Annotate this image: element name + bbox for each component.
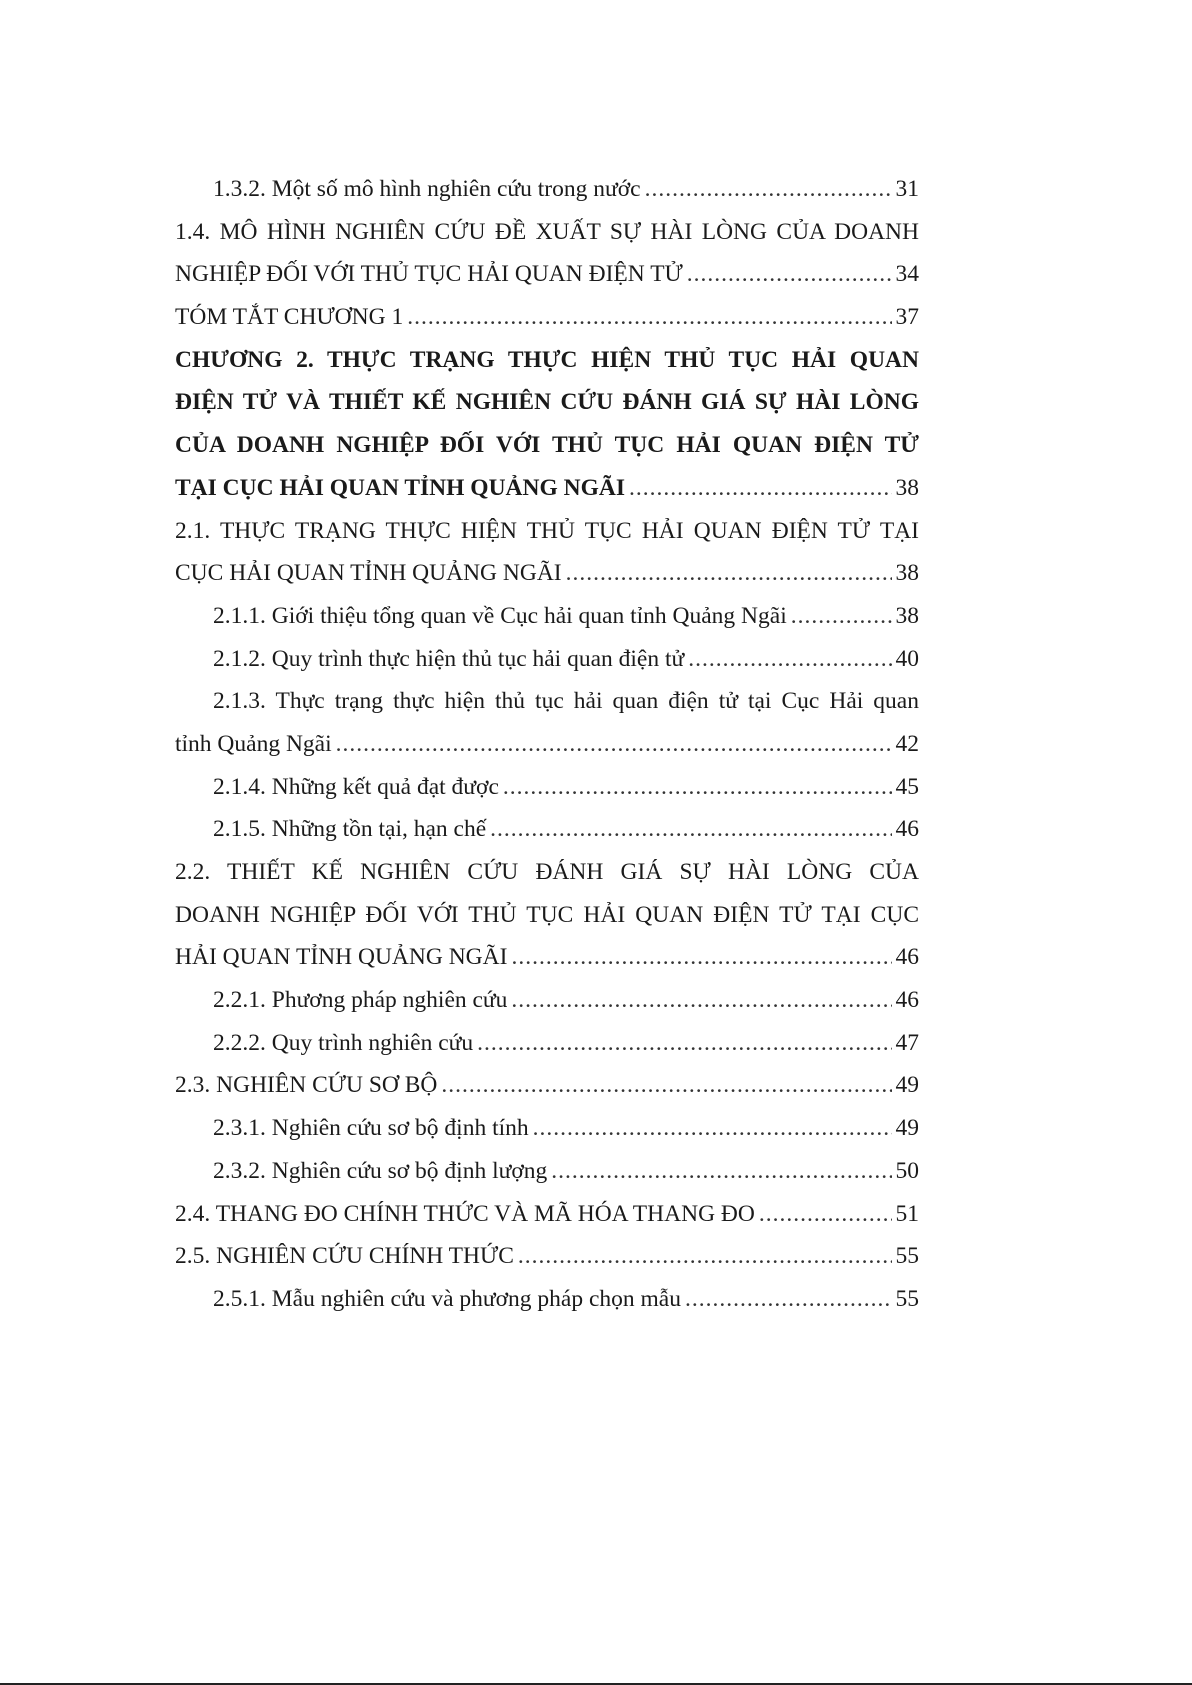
toc-entry <box>175 979 919 1022</box>
toc-entry-title: 1.4. MÔ HÌNH NGHIÊN CỨU ĐỀ XUẤT SỰ HÀI LÒNG CỦA DOANH <box>175 218 919 245</box>
toc-page-number: 45 <box>895 773 919 800</box>
toc-entry-title: 2.5.1. Mẫu nghiên cứu và phương pháp chọn mẫu <box>213 1285 681 1312</box>
toc-page-number: 55 <box>895 1285 919 1312</box>
toc-entry <box>175 638 919 681</box>
toc-entry <box>175 936 919 979</box>
toc-page-number: 38 <box>895 560 919 587</box>
toc-entry <box>175 595 919 638</box>
toc-page-number: 50 <box>895 1157 919 1184</box>
toc-page-number: 49 <box>895 1115 919 1142</box>
toc-page-number: 55 <box>895 1243 919 1270</box>
toc-chapter-heading <box>175 381 919 424</box>
leader-dots <box>688 638 891 681</box>
toc-chapter-heading <box>175 424 919 467</box>
leader-dots <box>503 766 892 809</box>
toc-entry <box>175 723 919 766</box>
leader-dots <box>759 1193 892 1236</box>
toc-entry-title: 2.1.3. Thực trạng thực hiện thủ tục hải quan điện tử tại Cục Hải quan <box>213 688 919 715</box>
toc-entry <box>175 680 919 723</box>
toc-entry-title: tỉnh Quảng Ngãi <box>175 730 332 757</box>
toc-entry-title: 2.3.1. Nghiên cứu sơ bộ định tính <box>213 1115 529 1142</box>
toc-page-number: 38 <box>895 474 919 501</box>
leader-dots <box>407 296 891 339</box>
leader-dots <box>791 595 892 638</box>
toc-entry-title: 2.2.2. Quy trình nghiên cứu <box>213 1029 474 1056</box>
toc-entry-title: 2.1.2. Quy trình thực hiện thủ tục hải quan điện tử <box>213 645 685 672</box>
toc-entry <box>175 894 919 937</box>
toc-entry-title: DOANH NGHIỆP ĐỐI VỚI THỦ TỤC HẢI QUAN ĐIỆN TỬ TẠI CỤC <box>175 901 919 928</box>
leader-dots <box>629 467 891 510</box>
toc-entry-title: 2.1. THỰC TRẠNG THỰC HIỆN THỦ TỤC HẢI QUAN ĐIỆN TỬ TẠI <box>175 517 919 544</box>
toc-entry <box>175 1107 919 1150</box>
toc-entry-title: 2.1.1. Giới thiệu tổng quan về Cục hải quan tỉnh Quảng Ngãi <box>213 602 787 629</box>
toc-entry <box>175 766 919 809</box>
toc-entry <box>175 211 919 254</box>
toc-entry <box>175 1278 919 1321</box>
toc-entry-title: 2.3.2. Nghiên cứu sơ bộ định lượng <box>213 1157 548 1184</box>
toc-page-number: 46 <box>895 944 919 971</box>
toc-page-number: 37 <box>895 304 919 331</box>
leader-dots <box>518 1235 892 1278</box>
leader-dots <box>336 723 892 766</box>
leader-dots <box>511 979 891 1022</box>
leader-dots <box>551 1150 891 1193</box>
leader-dots <box>490 808 891 851</box>
toc-entry-title: 2.1.5. Những tồn tại, hạn chế <box>213 816 487 843</box>
toc-entry <box>175 510 919 553</box>
toc-entry-title: NGHIỆP ĐỐI VỚI THỦ TỤC HẢI QUAN ĐIỆN TỬ <box>175 261 683 288</box>
toc-entry <box>175 1064 919 1107</box>
leader-dots <box>441 1064 891 1107</box>
toc-entry <box>175 808 919 851</box>
toc-page-number: 46 <box>895 987 919 1014</box>
toc-page-number: 38 <box>895 602 919 629</box>
toc-chapter-heading <box>175 467 919 510</box>
toc-entry <box>175 1235 919 1278</box>
toc-entry-title: 1.3.2. Một số mô hình nghiên cứu trong nước <box>213 176 641 202</box>
toc-entry-title: CỦA DOANH NGHIỆP ĐỐI VỚI THỦ TỤC HẢI QUAN ĐIỆN TỬ <box>175 432 919 459</box>
toc-entry-title: TẠI CỤC HẢI QUAN TỈNH QUẢNG NGÃI <box>175 474 626 501</box>
toc-page-number: 31 <box>895 176 919 202</box>
toc-entry <box>175 253 919 296</box>
toc-entry-title: 2.5. NGHIÊN CỨU CHÍNH THỨC <box>175 1243 514 1270</box>
leader-dots <box>685 1278 892 1321</box>
toc-chapter-heading <box>175 339 919 382</box>
toc-page-number: 49 <box>895 1072 919 1099</box>
toc-entry-title: TÓM TẮT CHƯƠNG 1 <box>175 304 404 331</box>
toc-entry-title: CHƯƠNG 2. THỰC TRẠNG THỰC HIỆN THỦ TỤC HẢI QUAN <box>175 346 919 373</box>
toc-entry-title: 2.1.4. Những kết quả đạt được <box>213 773 499 800</box>
toc-page-number: 34 <box>895 261 919 288</box>
toc-entry-title: ĐIỆN TỬ VÀ THIẾT KẾ NGHIÊN CỨU ĐÁNH GIÁ SỰ HÀI LÒNG <box>175 389 919 416</box>
toc-entry-title: 2.2.1. Phương pháp nghiên cứu <box>213 987 508 1014</box>
toc-page-number: 51 <box>895 1200 919 1227</box>
leader-dots <box>645 168 892 211</box>
toc-entry-title: 2.4. THANG ĐO CHÍNH THỨC VÀ MÃ HÓA THANG ĐO <box>175 1200 755 1227</box>
toc-page-number: 40 <box>895 645 919 672</box>
toc-page-number: 46 <box>895 816 919 843</box>
toc-entry <box>175 1022 919 1065</box>
toc-entry <box>175 168 919 211</box>
leader-dots <box>533 1107 892 1150</box>
toc-entry <box>175 296 919 339</box>
toc-entry <box>175 851 919 894</box>
toc-entry-title: HẢI QUAN TỈNH QUẢNG NGÃI <box>175 944 508 971</box>
toc-entry <box>175 1193 919 1236</box>
leader-dots <box>511 936 891 979</box>
toc-entry-title: 2.2. THIẾT KẾ NGHIÊN CỨU ĐÁNH GIÁ SỰ HÀI LÒNG CỦA <box>175 859 919 885</box>
toc-entry <box>175 1150 919 1193</box>
leader-dots <box>477 1022 891 1065</box>
toc-entry <box>175 552 919 595</box>
leader-dots <box>687 253 892 296</box>
toc-page-number: 47 <box>895 1029 919 1056</box>
table-of-contents <box>175 168 919 1321</box>
leader-dots <box>566 552 892 595</box>
toc-entry-title: 2.3. NGHIÊN CỨU SƠ BỘ <box>175 1072 438 1099</box>
toc-page-number: 42 <box>895 730 919 757</box>
toc-entry-title: CỤC HẢI QUAN TỈNH QUẢNG NGÃI <box>175 560 562 587</box>
